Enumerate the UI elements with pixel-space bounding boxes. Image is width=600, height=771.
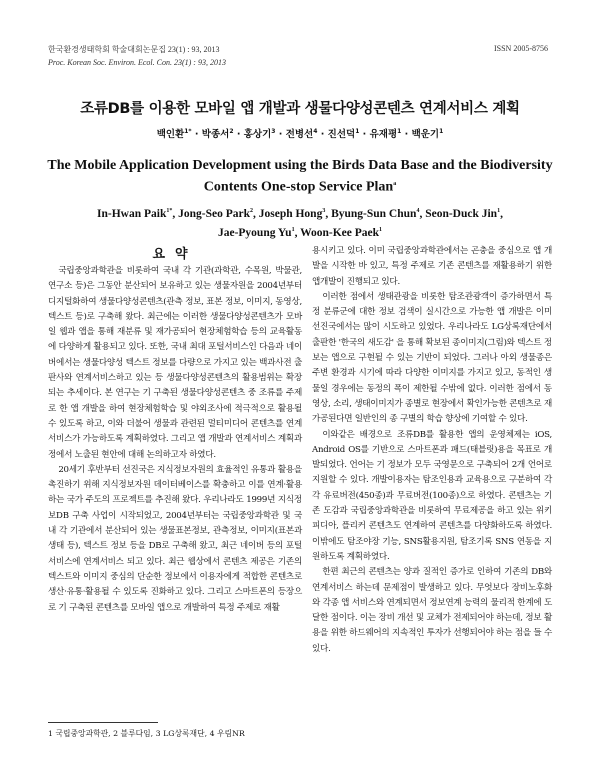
right-paragraph-3: 이와같은 배경으로 조류DB를 활용한 앱의 운영체제는 iOS, Android OS를 기반으로 스마트폰과 패드(태블릿)용을 목표로 개발되었다. 언어는 기 정보가 모두 국영문으로 구축되어 2개 언어로 지원할 수 있다. 개발이용자는 탐조인용과 교육용으로 구분하여 각각 유료버전(450종)과 무료버전(100종)으로 하였다. 콘텐츠는 기존 도감과 국립중앙과학관을 비롯하여 무료제공을 하고 있는 위키피디아, 플리커 콘텐츠도 연계하여 콘텐츠를 다양화하도록 하였다. 이밖에도 탐조야장 기능, SNS활용지원, 탐조기록 SNS 연동을 지원하도록 계획하였다. [312,429,552,562]
author-ko-6 [370,129,402,140]
author-en-6 [218,227,295,239]
authors-english: In-Hwan Paik$^{1*}$, Jong-Seo Park$^2$, Joseph Hong$^3$, Byung-Sun Chun$^4$, Seon-Duck Jin$^1$, Jae-Pyoung Yu$^1$, Woon-Kee Paek$^1$ [97,207,503,239]
right-paragraph-4: 한편 최근의 콘텐츠는 양과 질적인 증가로 인하여 기존의 DB와 연계서비스 하는데 문제점이 발생하고 있다. 무엇보다 장비노후화와 각종 앱 서비스와 연계되면서 정보연계 능력의 물리적 한계에 도달한 점이다. 이는 장비 개선 및 교체가 전제되어야 하는데, 정보 활용을 위한 하드웨어의 지속적인 투자가 선행되어야 하는 점을 들 수 있다. [312,567,552,654]
author-en-name: Seon-Duck Jin [425,207,498,220]
author-ko-name: 백인환 [156,129,185,140]
author-en-affiliation-mark: 2 [249,208,253,214]
author-ko-name: 백운기 [411,129,440,140]
author-ko-affiliation-mark: 1 [439,127,444,135]
author-ko-5 [328,129,360,140]
author-en-affiliation-mark: 4 [416,208,420,214]
author-ko-affiliation-mark: 1* [184,127,192,135]
left-paragraph-2: 20세기 후반부터 선진국은 지식정보자원의 효율적인 유통과 활용을 촉진하기 위해 지식정보자원 데이터베이스를 확충하고 이를 연계·활용하는 국가 주도의 프로젝트를 추진해 왔다. 우리나라도 1999년 지식정보DB 구축 사업이 시작되었고, 2004년부터는 국립중앙과학관 및 국내 각 기관에서 분산되어 있는 생물표본정보, 관측정보, 이미지(표본과 생태 등), 텍스트 정보 등을 DB로 구축해 왔고, 최근 네이버 등의 포털서비스에 연계서비스 되고 있다. 최근 웹상에서 콘텐츠 제공은 기존의 텍스트와 이미지 중심의 단순한 정보에서 이용자에게 적합한 콘텐츠로 생산·유통·활용될 수 있도록 진화하고 있다. 그리고 스마트폰의 등장으로 기 구축된 콘텐츠를 모바일 앱으로 개발하여 특정 주제로 재활 [48,464,302,613]
author-ko-1 [157,129,192,140]
author-ko-name: 전병선 [285,129,314,140]
author-ko-affiliation-mark: 2 [229,127,234,135]
title-english-text: The Mobile Application Development using the Birds Data Base and the Biodiversity Contents One-stop Service Plan [47,158,553,195]
author-en-affiliation-mark: 3 [322,208,326,214]
footnote-rule [48,722,158,723]
author-ko-4 [286,129,318,140]
right-paragraph-1: 용시키고 있다. 이미 국립중앙과학관에서는 곤충을 중심으로 앱 개발을 시작한 바 있고, 특정 주제로 기존 콘텐츠를 재활용하기 위한 앱개발이 진행되고 있다. [312,246,552,287]
author-en-affiliation-mark: 1 [291,226,295,233]
author-ko-7 [412,129,444,140]
issn: ISSN 2005-8756 [493,44,548,53]
author-en-affiliation-mark: 1 [379,226,383,233]
author-en-name: Jae-Pyoung Yu [217,226,292,239]
title-korean: 조류DB를 이용한 모바일 앱 개발과 생물다양성콘텐츠 연계서비스 계획 [80,101,520,117]
author-en-affiliation-mark: 1* [166,208,173,214]
title-english [40,156,560,197]
journal-english: Proc. Korean Soc. Environ. Ecol. Con. 23(1) : 93, 2013 [48,58,226,67]
author-en-7 [300,227,382,239]
author-en-name: Woon-Kee Paek [300,226,380,239]
author-en-name: Jong-Seo Park [178,207,250,220]
author-en-4 [331,208,419,220]
author-ko-affiliation-mark: 4 [313,127,318,135]
author-en-5 [425,208,500,220]
author-en-name: Joseph Hong [258,207,323,220]
authors-korean: 백인환$^{1*}$ · 박종서$^2$ · 홍상기$^3$ · 전병선$^4$ · 진선덕$^1$ · 유재평$^1$ · 백운기$^1$ [156,127,444,140]
author-en-name: In-Hwan Paik [97,207,167,220]
author-ko-name: 진선덕 [327,129,356,140]
author-ko-affiliation-mark: 1 [397,127,402,135]
footnote: 1 국립중앙과학관, 2 블루다임, 3 LG상록재단, 4 우림NR [48,729,245,738]
abstract-heading: 요약 [152,247,198,262]
author-ko-name: 홍상기 [243,129,272,140]
title-english-sup: a [393,181,397,187]
left-column [48,264,302,616]
author-en-name: Byung-Sun Chun [331,207,417,220]
author-en-affiliation-mark: 1 [497,208,501,214]
author-ko-affiliation-mark: 3 [271,127,276,135]
author-ko-3 [244,129,276,140]
author-ko-affiliation-mark: 1 [355,127,360,135]
author-ko-name: 박종서 [201,129,230,140]
journal-korean: 한국환경생태학회 학술대회논문집 23(1) : 93, 2013 [48,45,220,54]
author-ko-2 [202,129,234,140]
right-paragraph-2: 이러한 점에서 생태관광을 비롯한 탐조관광객이 증가하면서 특정 분류군에 대한 정보 검색이 실시간으로 가능한 앱 개발은 이미 선진국에서는 많이 시도하고 있었다. 우리나라도 LG상록재단에서 출판한 '한국의 새도감' 을 통해 확보된 종이미지(그림)와 텍스트 정보는 앱으로 구현될 수 있는 기반이 되었다. 그러나 아외 생물종은 주변 환경과 시기에 따라 다양한 이미지를 가지고 있고, 동적인 생물일 경우에는 동정의 폭이 제한될 수밖에 없다. 이러한 점에서 동영상, 소리, 생태이미지가 종별로 현장에서 확인가능한 콘텐츠로 재가공된다면 일반인의 종 구별의 학습 향상에 기여할 수 있다. [312,291,552,425]
author-en-1 [97,208,172,220]
right-column [312,244,552,657]
left-paragraph-1: 국립중앙과학관을 비롯하여 국내 각 기관(과학관, 수목원, 박물관, 연구소 등)은 그동안 분산되어 보유하고 있는 생물자원을 2004년부터 디지털화하여 생물다양성콘텐츠(관측 정보, 표본 정보, 이미지, 동영상, 텍스트 등)로 구축해 왔다. 최근에는 이러한 생물다양성콘텐츠가 모바일 웹과 앱을 통해 재분류 및 재가공되어 현장체험학습 등의 교육활동에 다양하게 활용되고 있다. 또한, 국내 최대 포털서비스인 다음과 네이버에서는 생물다양성 텍스트 정보를 다량으로 가지고 있는 백과사전 출판사와 연계서비스하고 있는 등 생물다양성콘텐츠의 활용범위는 확장되는 추세이다. 본 연구는 기 구축된 생물다양성콘텐츠 중 조류를 주제로 한 앱 개발을 하여 현장체험학습 및 야외조사에 적극적으로 활용될 수 있도록 하고, 이와 더불어 생물과 관련된 멀티미디어 콘텐츠를 연계서비스가 가능하도록 계획하였다. 그리고 앱 개발과 연계서비스 계획과정에서 노출된 현안에 대해 논의하고자 하였다. [48,266,302,460]
author-en-2 [178,208,253,220]
author-ko-name: 유재평 [369,129,398,140]
author-en-3 [259,208,326,220]
